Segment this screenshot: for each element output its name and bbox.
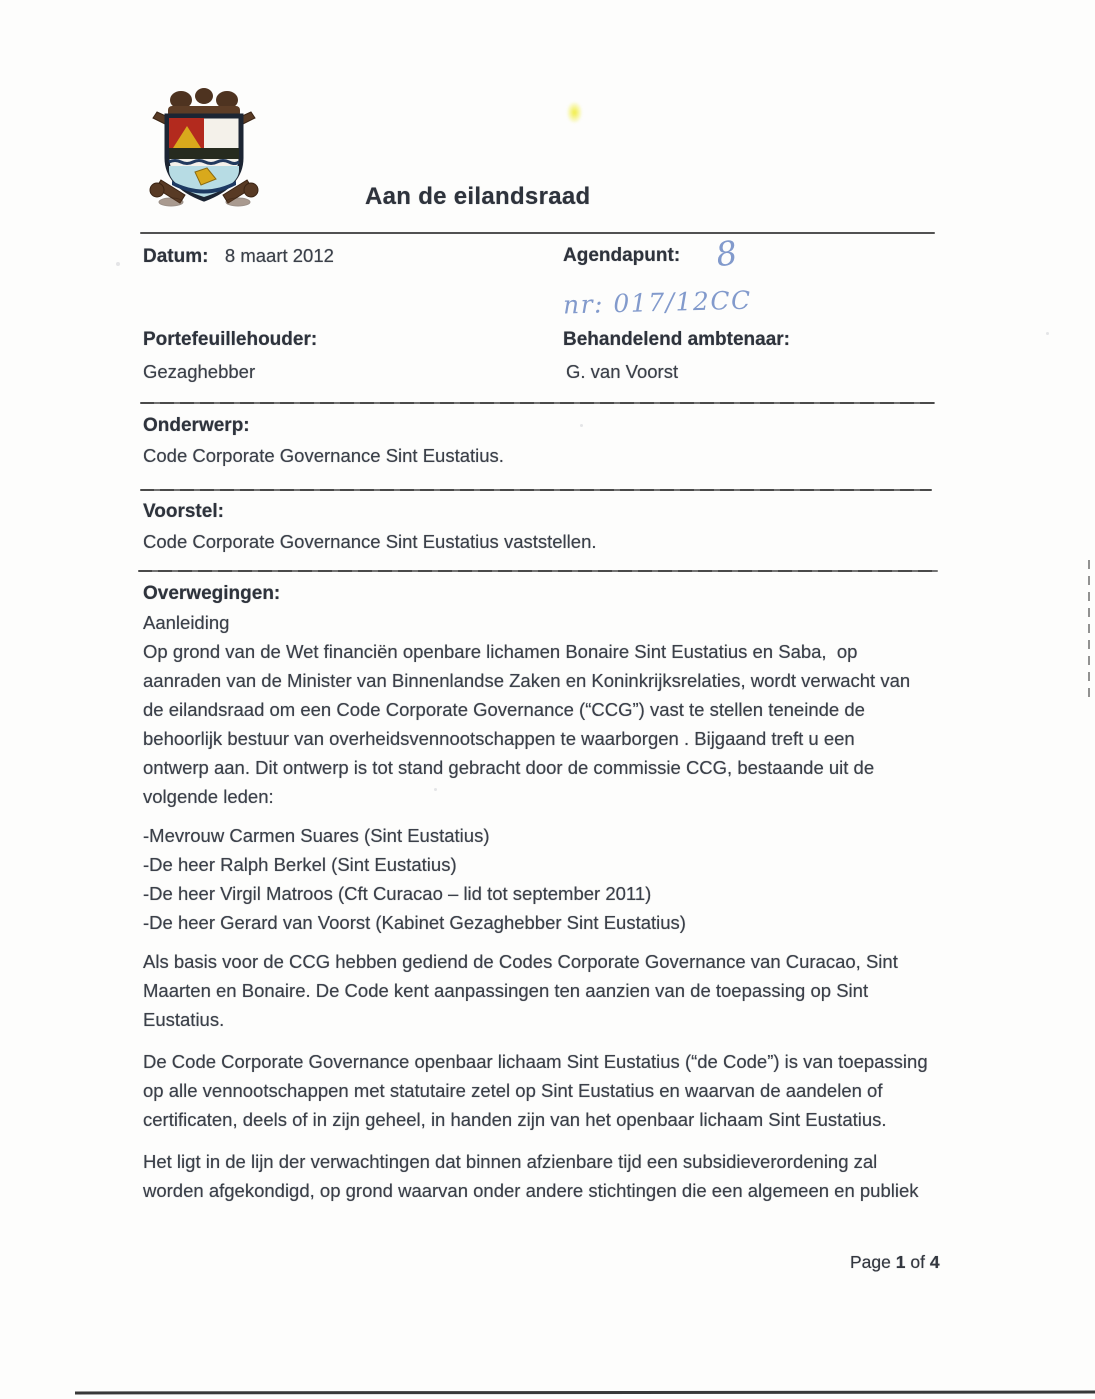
body-line: Eustatius. bbox=[143, 1009, 225, 1030]
portefeuillehouder-value: Gezaghebber bbox=[143, 361, 256, 382]
list-item: -Mevrouw Carmen Suares (Sint Eustatius) bbox=[143, 825, 490, 846]
body-line: De Code Corporate Governance openbaar lichaam Sint Eustatius (“de Code”) is van toepassing bbox=[143, 1051, 928, 1072]
body-line: Het ligt in de lijn der verwachtingen dat binnen afzienbare tijd een subsidieverordening zal bbox=[143, 1151, 878, 1172]
datum-value: 8 maart 2012 bbox=[224, 245, 334, 266]
scan-artifact-vertical-scratch bbox=[1088, 560, 1090, 702]
body-line: certificaten, deels of in zijn geheel, in handen zijn van het openbaar lichaam Sint Eustatius. bbox=[143, 1109, 887, 1130]
behandelend-ambtenaar-label: Behandelend ambtenaar: bbox=[563, 329, 790, 350]
paragraph-basis-ccg bbox=[143, 951, 898, 1038]
yellow-ink-smudge bbox=[567, 102, 582, 123]
agendapunt-handwritten-number: 8 bbox=[713, 232, 740, 275]
datum-label: Datum: bbox=[143, 246, 209, 267]
voorstel-value: Code Corporate Governance Sint Eustatius vaststellen. bbox=[143, 531, 597, 552]
portefeuillehouder-label: Portefeuillehouder: bbox=[143, 329, 318, 350]
body-line: aanraden van de Minister van Binnenlandse Zaken en Koninkrijksrelaties, wordt verwacht van bbox=[143, 670, 911, 691]
body-line: behoorlijk bestuur van overheidsvennootschappen te waarborgen . Bijgaand treft u een bbox=[143, 728, 855, 749]
divider-voorstel bbox=[140, 489, 932, 491]
nr-handwritten-annotation: nr: 017/12CC bbox=[562, 285, 752, 320]
divider-top bbox=[140, 232, 935, 234]
list-item: -De heer Virgil Matroos (Cft Curacao – lid tot september 2011) bbox=[143, 883, 652, 904]
scan-speck bbox=[434, 788, 437, 791]
onderwerp-value: Code Corporate Governance Sint Eustatius. bbox=[143, 445, 504, 466]
aanleiding-subheading: Aanleiding bbox=[143, 612, 230, 633]
scan-speck bbox=[116, 262, 120, 266]
behandelend-ambtenaar-value: G. van Voorst bbox=[566, 361, 679, 382]
paragraph-toepassing bbox=[143, 1051, 928, 1138]
divider-overwegingen bbox=[138, 570, 938, 572]
page-total: 4 bbox=[929, 1252, 940, 1272]
body-line: volgende leden: bbox=[143, 786, 274, 807]
list-item: -De heer Gerard van Voorst (Kabinet Gezaghebber Sint Eustatius) bbox=[143, 912, 686, 933]
scan-artifact-bottom-edge bbox=[75, 1391, 1095, 1394]
scan-speck bbox=[580, 424, 583, 427]
onderwerp-label: Onderwerp: bbox=[143, 415, 250, 436]
paragraph-aanleiding bbox=[143, 641, 910, 815]
body-line: worden afgekondigd, op grond waarvan onder andere stichtingen die een algemeen en publiek bbox=[143, 1180, 919, 1201]
datum-row bbox=[143, 245, 334, 268]
sint-eustatius-coat-of-arms-logo bbox=[143, 86, 265, 210]
body-line: Maarten en Bonaire. De Code kent aanpassingen ten aanzien van de toepassing op Sint bbox=[143, 980, 869, 1001]
body-line: Als basis voor de CCG hebben gediend de Codes Corporate Governance van Curacao, Sint bbox=[143, 951, 898, 972]
agendapunt-row bbox=[563, 245, 680, 267]
body-line: Op grond van de Wet financiën openbare lichamen Bonaire Sint Eustatius en Saba, op bbox=[143, 641, 858, 662]
of-word: of bbox=[910, 1252, 925, 1272]
agendapunt-label: Agendapunt: bbox=[563, 245, 681, 266]
divider-onderwerp bbox=[140, 402, 935, 404]
body-line: de eilandsraad om een Code Corporate Governance (“CCG”) vast te stellen teneinde de bbox=[143, 699, 865, 720]
list-item: -De heer Ralph Berkel (Sint Eustatius) bbox=[143, 854, 457, 875]
overwegingen-label: Overwegingen: bbox=[143, 583, 281, 604]
voorstel-label: Voorstel: bbox=[143, 501, 224, 522]
paragraph-subsidieverordening bbox=[143, 1151, 919, 1209]
body-line: op alle vennootschappen met statutaire zetel op Sint Eustatius en waarvan de aandelen of bbox=[143, 1080, 883, 1101]
page-word: Page bbox=[850, 1252, 891, 1272]
page-number-footer bbox=[850, 1252, 940, 1273]
scan-speck bbox=[1046, 332, 1049, 335]
page-title: Aan de eilandsraad bbox=[365, 183, 591, 210]
page-number: 1 bbox=[895, 1252, 906, 1272]
commission-members-list bbox=[143, 825, 686, 941]
body-line: ontwerp aan. Dit ontwerp is tot stand gebracht door de commissie CCG, bestaande uit de bbox=[143, 757, 875, 778]
